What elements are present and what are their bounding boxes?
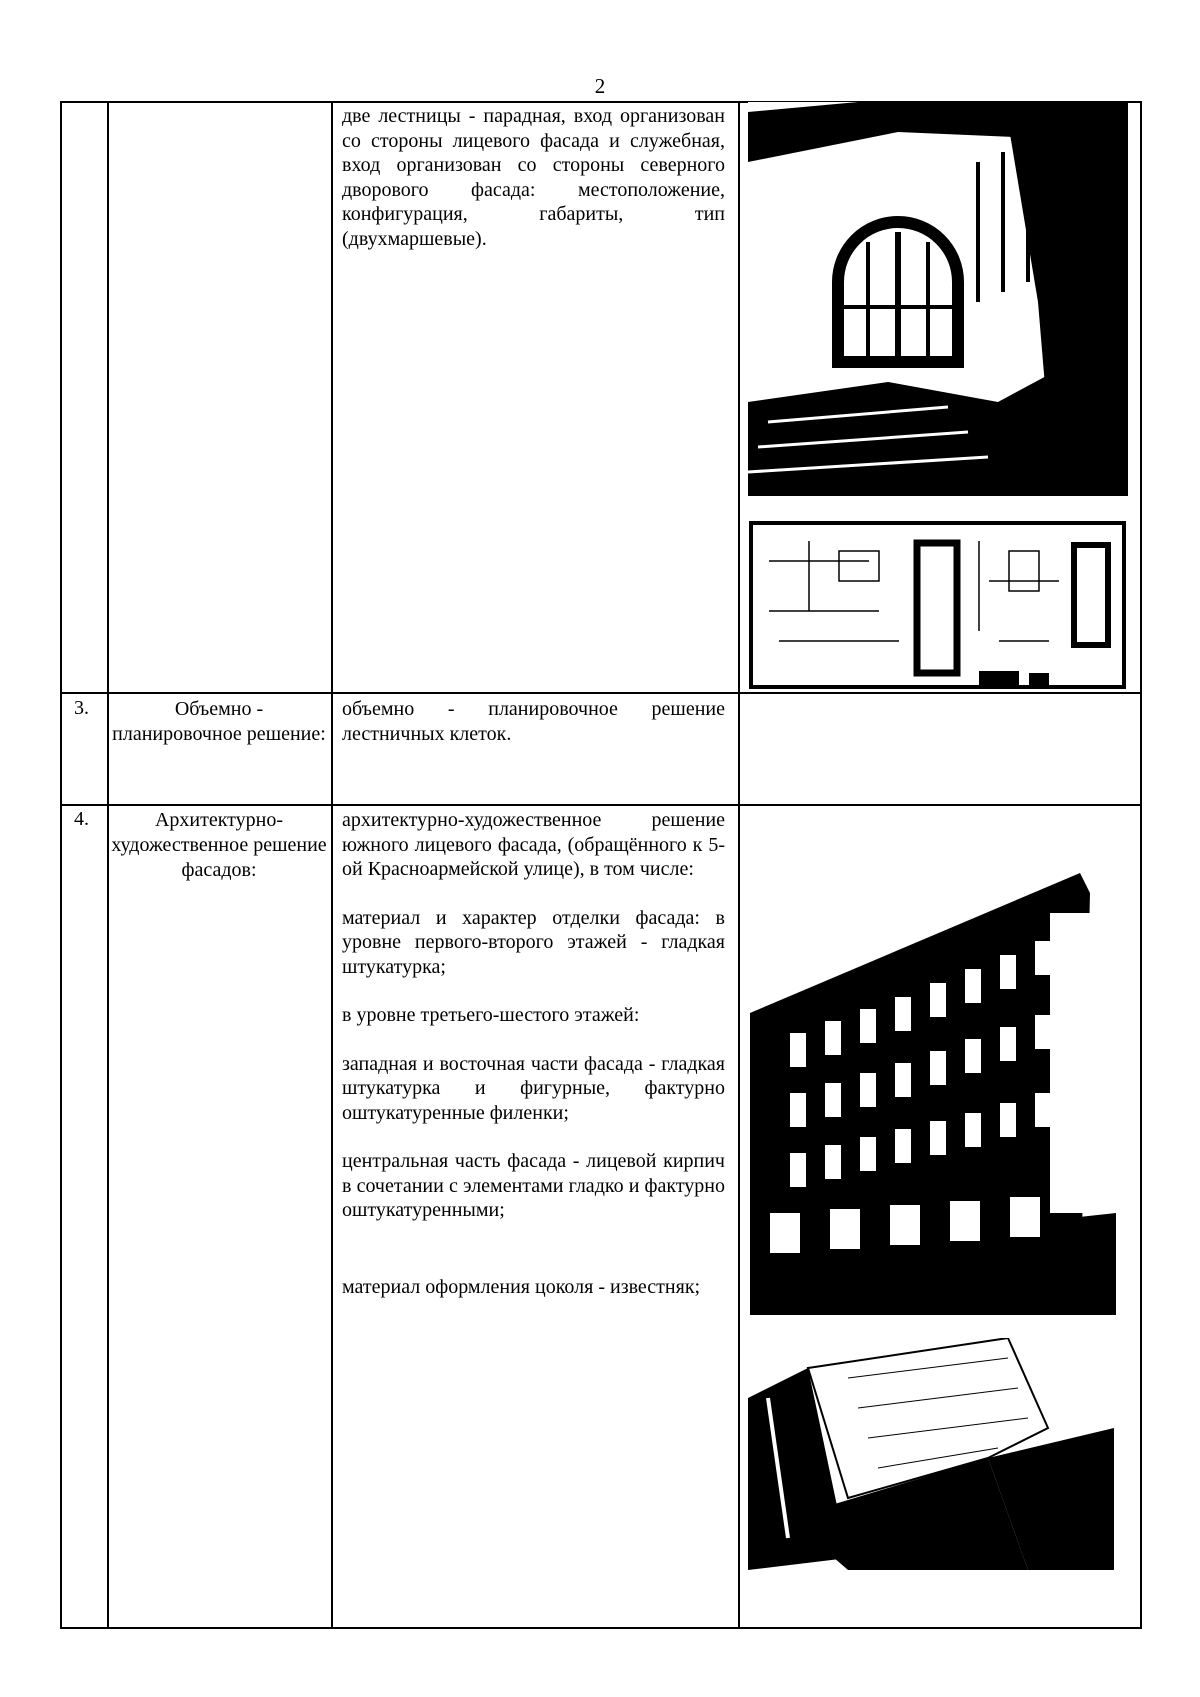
row-divider-2	[60, 804, 1142, 806]
row-1-description	[342, 104, 725, 251]
row-4-name: Архитектурно-художественное решение фасадов:	[111, 809, 327, 881]
plinth-photo	[748, 1338, 1114, 1570]
facade-photo	[750, 833, 1116, 1315]
row-4-paragraph-4: западная и восточная части фасада - гладкая штукатурка и фигурные, фактурно оштукатуренные филенки;	[342, 1052, 725, 1124]
row-3-description	[342, 697, 725, 746]
table-border-bottom	[60, 1627, 1142, 1629]
floor-plan-image	[749, 521, 1126, 689]
row-3-paragraph-1: объемно - планировочное решение лестничных клеток.	[342, 698, 725, 745]
row-4-number: 4.	[74, 808, 89, 830]
row-divider-1	[60, 692, 1142, 694]
staircase-photo	[748, 102, 1128, 496]
row-3-name: Объемно - планировочное решение:	[112, 698, 326, 745]
row-4-paragraph-3: в уровне третьего-шестого этажей:	[342, 1004, 640, 1026]
column-divider-2	[331, 101, 333, 1628]
table-border-left	[60, 101, 62, 1628]
row-4-paragraph-1: архитектурно-художественное решение южного лицевого фасада, (обращённого к 5-ой Красноармейской улице), в том числе:	[342, 809, 725, 880]
row-4-description	[342, 808, 725, 1299]
row-4-paragraph-6: материал оформления цоколя - известняк;	[342, 1275, 701, 1298]
row-3-number: 3.	[74, 697, 89, 719]
row-4-paragraph-5: центральная часть фасада - лицевой кирпич в сочетании с элементами гладко и фактурно оштукатуренными;	[342, 1150, 725, 1221]
row-1-paragraph-1: две лестницы - парадная, вход организован со стороны лицевого фасада и служебная, вход организован со стороны северного дворового фасада: местоположение, конфигурация, габариты, тип (двухмаршевые).	[342, 105, 725, 250]
column-divider-3	[738, 101, 740, 1628]
table-border-right	[1140, 101, 1142, 1628]
page-number: 2	[594, 74, 606, 98]
row-4-paragraph-2: материал и характер отделки фасада: в уровне первого-второго этажей - гладкая штукатурка;	[342, 906, 725, 978]
